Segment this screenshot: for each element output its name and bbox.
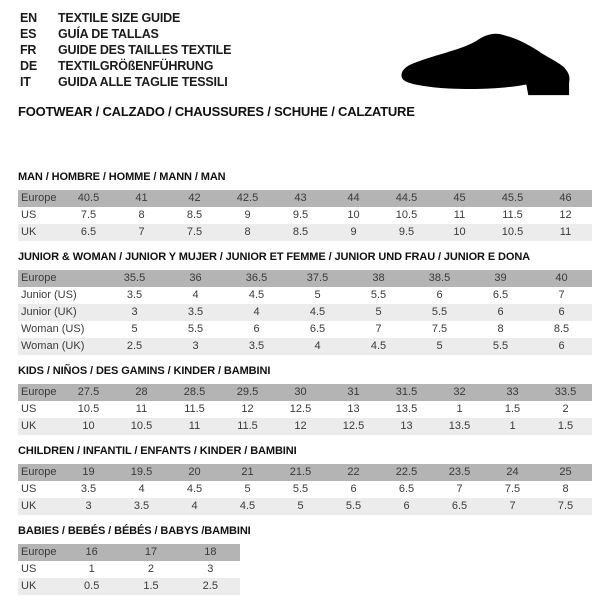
section-children xyxy=(18,445,592,515)
size-table-row xyxy=(18,270,592,287)
size-cell: 13 xyxy=(327,401,380,418)
size-cell: 7.5 xyxy=(409,321,470,338)
size-cell: 20 xyxy=(168,464,221,481)
size-cell: 10 xyxy=(433,224,486,241)
size-tables-area xyxy=(18,171,592,595)
size-cell: 27.5 xyxy=(62,384,115,401)
size-table-row xyxy=(18,401,592,418)
size-cell: 12.5 xyxy=(274,401,327,418)
row-label: Woman (UK) xyxy=(18,338,104,355)
size-cell: 10.5 xyxy=(62,401,115,418)
size-cell: 16 xyxy=(62,544,121,561)
size-cell: 23.5 xyxy=(433,464,486,481)
size-cell: 11 xyxy=(433,207,486,224)
size-cell: 2 xyxy=(121,561,180,578)
size-cell: 7 xyxy=(348,321,409,338)
size-cell: 8 xyxy=(470,321,531,338)
section-title-junior-woman: JUNIOR & WOMAN / JUNIOR Y MUJER / JUNIOR ET FEMME / JUNIOR UND FRAU / JUNIOR E DONA xyxy=(18,251,531,263)
size-cell: 10.5 xyxy=(115,418,168,435)
size-cell: 8 xyxy=(221,224,274,241)
lang-row-de xyxy=(20,58,231,74)
size-cell: 35.5 xyxy=(104,270,165,287)
size-cell: 7 xyxy=(115,224,168,241)
size-table-row xyxy=(18,338,592,355)
size-cell: 13.5 xyxy=(380,401,433,418)
size-cell: 0.5 xyxy=(62,578,121,595)
size-cell: 5 xyxy=(409,338,470,355)
size-cell: 2.5 xyxy=(104,338,165,355)
size-cell: 44 xyxy=(327,190,380,207)
size-cell: 1 xyxy=(486,418,539,435)
section-title-kids: KIDS / NIÑOS / DES GAMINS / KINDER / BAMBINI xyxy=(18,365,271,377)
size-table-row xyxy=(18,207,592,224)
children-size-table xyxy=(18,464,592,515)
size-cell: 4 xyxy=(287,338,348,355)
size-cell: 4 xyxy=(168,498,221,515)
size-table-row xyxy=(18,544,240,561)
size-cell: 6 xyxy=(380,498,433,515)
size-cell: 32 xyxy=(433,384,486,401)
size-table-row xyxy=(18,561,240,578)
shoe-icon xyxy=(392,30,578,100)
row-label: UK xyxy=(18,498,62,515)
size-table-row xyxy=(18,418,592,435)
size-cell: 5.5 xyxy=(348,287,409,304)
size-cell: 6 xyxy=(531,304,592,321)
size-cell: 30 xyxy=(274,384,327,401)
size-cell: 6 xyxy=(531,338,592,355)
lang-code: EN xyxy=(20,11,37,25)
lang-title: GUIDA ALLE TAGLIE TESSILI xyxy=(58,75,228,89)
size-cell: 7 xyxy=(531,287,592,304)
lang-code: DE xyxy=(20,59,37,73)
size-cell: 7.5 xyxy=(539,498,592,515)
size-cell: 3.5 xyxy=(165,304,226,321)
size-cell: 6 xyxy=(327,481,380,498)
size-cell: 6.5 xyxy=(470,287,531,304)
size-table-row xyxy=(18,481,592,498)
row-label: US xyxy=(18,561,62,578)
size-cell: 6.5 xyxy=(380,481,433,498)
size-cell: 13 xyxy=(380,418,433,435)
size-cell: 22.5 xyxy=(380,464,433,481)
size-cell: 6 xyxy=(470,304,531,321)
size-cell: 11 xyxy=(115,401,168,418)
size-cell: 37.5 xyxy=(287,270,348,287)
size-cell: 19.5 xyxy=(115,464,168,481)
size-cell: 6.5 xyxy=(62,224,115,241)
section-junior-woman xyxy=(18,251,592,355)
size-cell: 31 xyxy=(327,384,380,401)
row-label: Junior (US) xyxy=(18,287,104,304)
size-cell: 33 xyxy=(486,384,539,401)
size-table-row xyxy=(18,464,592,481)
size-cell: 5.5 xyxy=(409,304,470,321)
size-cell: 42.5 xyxy=(221,190,274,207)
size-cell: 8.5 xyxy=(168,207,221,224)
size-cell: 9 xyxy=(221,207,274,224)
size-cell: 10 xyxy=(327,207,380,224)
size-cell: 2 xyxy=(539,401,592,418)
section-man xyxy=(18,171,592,241)
size-cell: 2.5 xyxy=(181,578,240,595)
size-table-row xyxy=(18,384,592,401)
size-cell: 12.5 xyxy=(327,418,380,435)
man-size-table xyxy=(18,190,592,241)
size-cell: 12 xyxy=(539,207,592,224)
size-cell: 11 xyxy=(539,224,592,241)
row-label: Junior (UK) xyxy=(18,304,104,321)
lang-title: GUÍA DE TALLAS xyxy=(58,27,159,41)
size-cell: 6.5 xyxy=(433,498,486,515)
section-babies xyxy=(18,525,592,595)
size-cell: 13.5 xyxy=(433,418,486,435)
size-cell: 5 xyxy=(221,481,274,498)
row-label: Europe xyxy=(18,384,62,401)
section-kids xyxy=(18,365,592,435)
size-cell: 41 xyxy=(115,190,168,207)
size-cell: 3.5 xyxy=(62,481,115,498)
size-cell: 1 xyxy=(62,561,121,578)
size-cell: 4 xyxy=(165,287,226,304)
lang-row-en xyxy=(20,10,231,26)
junior-woman-size-table xyxy=(18,270,592,355)
size-cell: 7.5 xyxy=(62,207,115,224)
size-cell: 3.5 xyxy=(115,498,168,515)
size-cell: 8.5 xyxy=(274,224,327,241)
size-cell: 4.5 xyxy=(221,498,274,515)
size-cell: 9.5 xyxy=(380,224,433,241)
section-title-children: CHILDREN / INFANTIL / ENFANTS / KINDER / BAMBINI xyxy=(18,445,297,457)
size-cell: 21 xyxy=(221,464,274,481)
lang-title: GUIDE DES TAILLES TEXTILE xyxy=(58,43,232,57)
size-cell: 9.5 xyxy=(274,207,327,224)
row-label: Europe xyxy=(18,544,62,561)
lang-row-it xyxy=(20,74,231,90)
size-cell: 7.5 xyxy=(486,481,539,498)
size-cell: 4.5 xyxy=(168,481,221,498)
size-cell: 11 xyxy=(168,418,221,435)
size-cell: 29.5 xyxy=(221,384,274,401)
size-cell: 4.5 xyxy=(287,304,348,321)
size-cell: 28 xyxy=(115,384,168,401)
size-cell: 11.5 xyxy=(168,401,221,418)
size-cell: 3 xyxy=(165,338,226,355)
size-cell: 45 xyxy=(433,190,486,207)
size-cell: 11.5 xyxy=(486,207,539,224)
size-cell: 31.5 xyxy=(380,384,433,401)
size-cell: 11.5 xyxy=(221,418,274,435)
size-table-row xyxy=(18,498,592,515)
size-cell: 9 xyxy=(327,224,380,241)
size-cell: 39 xyxy=(470,270,531,287)
row-label: Europe xyxy=(18,190,62,207)
size-cell: 4.5 xyxy=(348,338,409,355)
size-cell: 4 xyxy=(226,304,287,321)
size-table-row xyxy=(18,287,592,304)
size-cell: 3 xyxy=(181,561,240,578)
size-cell: 1.5 xyxy=(486,401,539,418)
section-title-man: MAN / HOMBRE / HOMME / MANN / MAN xyxy=(18,171,226,183)
size-cell: 8 xyxy=(115,207,168,224)
size-cell: 38.5 xyxy=(409,270,470,287)
size-cell: 17 xyxy=(121,544,180,561)
size-cell: 7 xyxy=(433,481,486,498)
row-label: UK xyxy=(18,224,62,241)
size-cell: 38 xyxy=(348,270,409,287)
row-label: Europe xyxy=(18,464,62,481)
size-cell: 33.5 xyxy=(539,384,592,401)
size-cell: 40.5 xyxy=(62,190,115,207)
lang-code: IT xyxy=(20,75,31,89)
size-cell: 21.5 xyxy=(274,464,327,481)
size-cell: 5.5 xyxy=(165,321,226,338)
size-cell: 46 xyxy=(539,190,592,207)
size-cell: 12 xyxy=(221,401,274,418)
size-cell: 8 xyxy=(539,481,592,498)
size-table-row xyxy=(18,304,592,321)
size-cell: 8.5 xyxy=(531,321,592,338)
category-title: FOOTWEAR / CALZADO / CHAUSSURES / SCHUHE / CALZATURE xyxy=(18,104,415,119)
size-table-row xyxy=(18,578,240,595)
size-cell: 45.5 xyxy=(486,190,539,207)
size-cell: 10 xyxy=(62,418,115,435)
size-cell: 4.5 xyxy=(226,287,287,304)
size-cell: 7.5 xyxy=(168,224,221,241)
size-cell: 22 xyxy=(327,464,380,481)
size-cell: 6 xyxy=(409,287,470,304)
lang-code: FR xyxy=(20,43,37,57)
lang-code: ES xyxy=(20,27,37,41)
size-table-row xyxy=(18,190,592,207)
size-table-row xyxy=(18,321,592,338)
size-cell: 5 xyxy=(348,304,409,321)
row-label: US xyxy=(18,207,62,224)
size-cell: 5.5 xyxy=(327,498,380,515)
row-label: US xyxy=(18,401,62,418)
kids-size-table xyxy=(18,384,592,435)
lang-row-es xyxy=(20,26,231,42)
size-cell: 5 xyxy=(104,321,165,338)
size-cell: 36 xyxy=(165,270,226,287)
size-cell: 3.5 xyxy=(226,338,287,355)
size-cell: 1.5 xyxy=(539,418,592,435)
size-cell: 44.5 xyxy=(380,190,433,207)
size-cell: 1.5 xyxy=(121,578,180,595)
size-cell: 5 xyxy=(287,287,348,304)
size-table-row xyxy=(18,224,592,241)
size-cell: 12 xyxy=(274,418,327,435)
size-cell: 42 xyxy=(168,190,221,207)
lang-title: TEXTILGRÖßENFÜHRUNG xyxy=(58,59,214,73)
row-label: Europe xyxy=(18,270,104,287)
section-title-babies: BABIES / BEBÉS / BÉBÉS / BABYS /BAMBINI xyxy=(18,525,251,537)
size-cell: 1 xyxy=(433,401,486,418)
row-label: Woman (US) xyxy=(18,321,104,338)
babies-size-table xyxy=(18,544,240,595)
size-cell: 40 xyxy=(531,270,592,287)
size-cell: 4 xyxy=(115,481,168,498)
size-cell: 5.5 xyxy=(470,338,531,355)
size-cell: 18 xyxy=(181,544,240,561)
language-title-block xyxy=(20,10,231,90)
size-cell: 19 xyxy=(62,464,115,481)
size-cell: 28.5 xyxy=(168,384,221,401)
row-label: UK xyxy=(18,418,62,435)
size-cell: 5 xyxy=(274,498,327,515)
size-cell: 3 xyxy=(62,498,115,515)
size-cell: 3 xyxy=(104,304,165,321)
lang-title: TEXTILE SIZE GUIDE xyxy=(58,11,181,25)
size-cell: 43 xyxy=(274,190,327,207)
size-cell: 6 xyxy=(226,321,287,338)
size-cell: 25 xyxy=(539,464,592,481)
size-cell: 5.5 xyxy=(274,481,327,498)
size-cell: 10.5 xyxy=(486,224,539,241)
size-cell: 36.5 xyxy=(226,270,287,287)
size-cell: 6.5 xyxy=(287,321,348,338)
row-label: UK xyxy=(18,578,62,595)
lang-row-fr xyxy=(20,42,231,58)
size-cell: 7 xyxy=(486,498,539,515)
row-label: US xyxy=(18,481,62,498)
size-cell: 3.5 xyxy=(104,287,165,304)
size-cell: 24 xyxy=(486,464,539,481)
size-cell: 10.5 xyxy=(380,207,433,224)
